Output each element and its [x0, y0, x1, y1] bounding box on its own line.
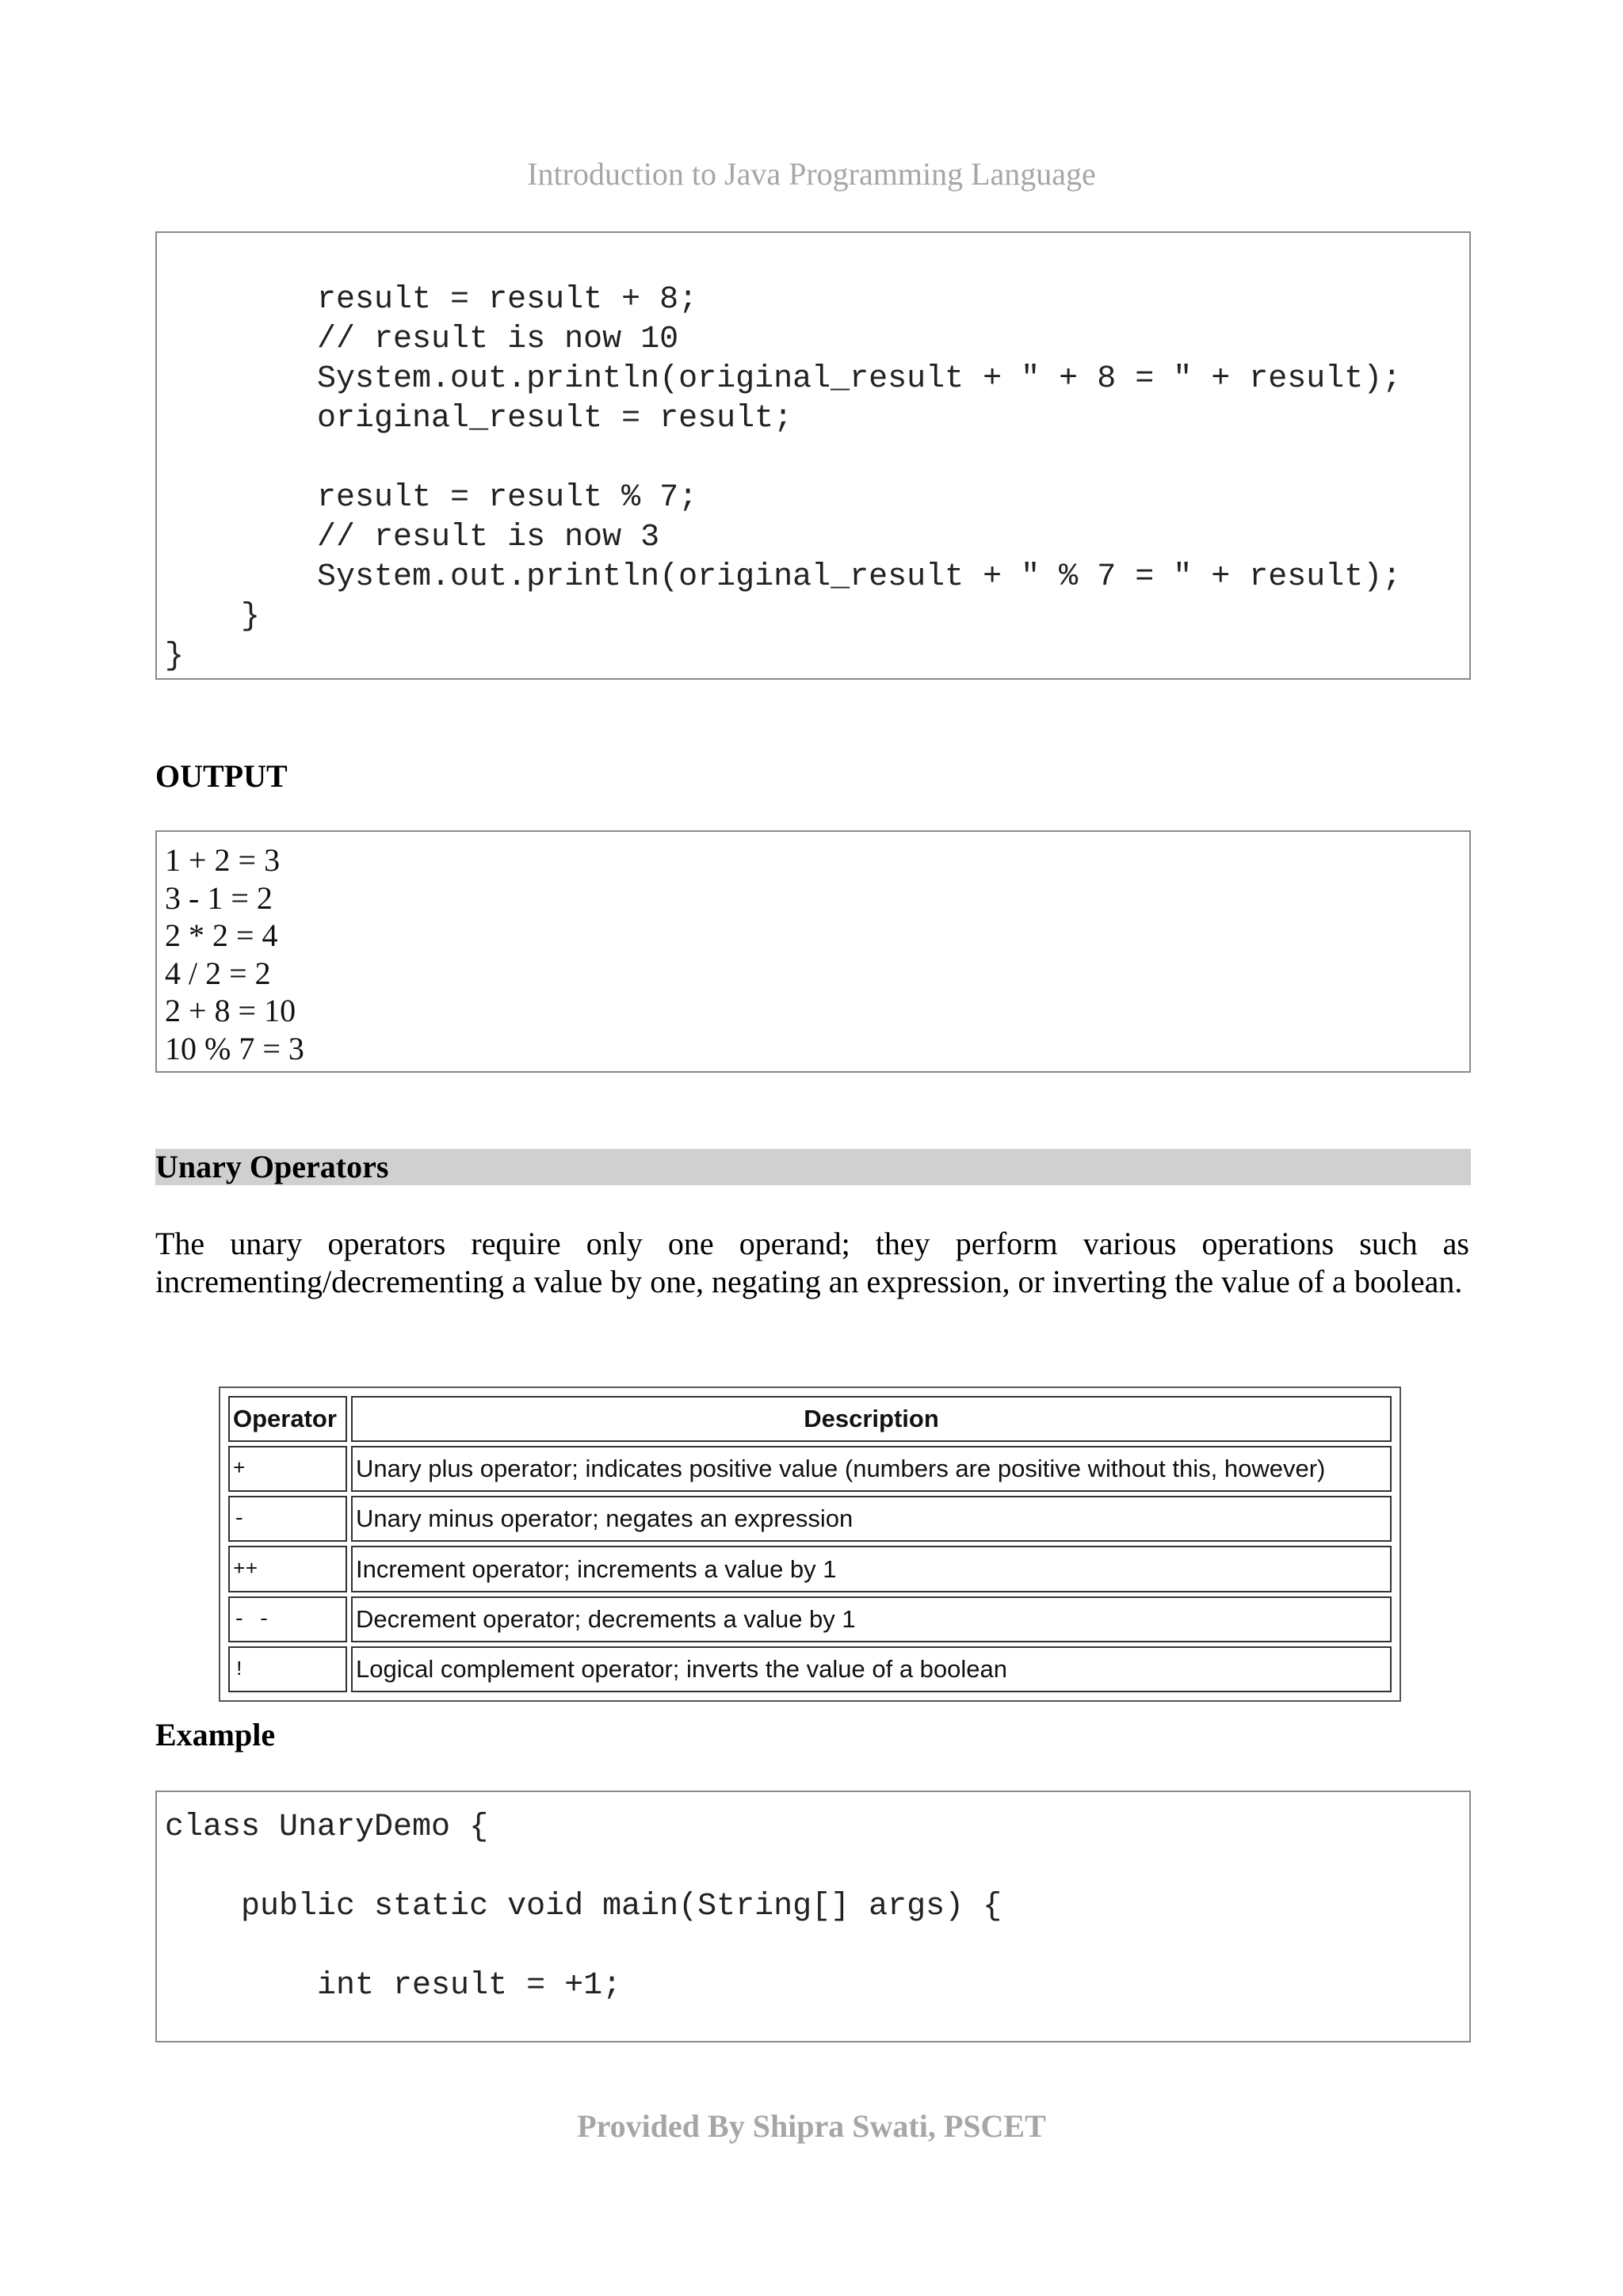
description-cell: Increment operator; increments a value by 1 [351, 1546, 1392, 1592]
output-line: 3 - 1 = 2 [165, 879, 273, 916]
output-box [155, 830, 1471, 1073]
section-heading-unary-operators: Unary Operators [155, 1149, 1471, 1185]
output-line: 2 + 8 = 10 [165, 993, 296, 1028]
code-block-arithmetic [155, 231, 1471, 680]
table-header-row [228, 1396, 1392, 1442]
output-heading: OUTPUT [155, 758, 288, 794]
table-row [228, 1596, 1392, 1642]
operator-cell: ! [228, 1646, 347, 1692]
operator-cell: ++ [228, 1546, 347, 1592]
operator-cell: + [228, 1446, 347, 1492]
code-text: class UnaryDemo { public static void main(String[] args) { int result = +1; [165, 1810, 1002, 2004]
operator-table [219, 1386, 1401, 1702]
unary-description-paragraph: The unary operators require only one operand; they perform various operations such as incrementing/decrementing a value by one, negating an expression, or inverting the value of a boolean. [155, 1226, 1469, 1299]
output-line: 1 + 2 = 3 [165, 842, 281, 878]
code-text: result = result + 8; // result is now 10 System.out.println(original_result + " + 8 = " + result); original_result = result; result = result % 7; // result is now 3 System.out.println(original_result + " % 7 = " + result); } } [165, 282, 1402, 674]
output-line: 4 / 2 = 2 [165, 955, 271, 991]
table-row [228, 1646, 1392, 1692]
description-cell: Decrement operator; decrements a value by 1 [351, 1596, 1392, 1642]
page-header-title: Introduction to Java Programming Language [527, 156, 1096, 192]
column-header-operator: Operator [228, 1396, 347, 1442]
code-block-unary-demo [155, 1791, 1471, 2042]
page-footer: Provided By Shipra Swati, PSCET [577, 2108, 1046, 2144]
description-cell: Logical complement operator; inverts the value of a boolean [351, 1646, 1392, 1692]
operator-cell: - [228, 1496, 347, 1542]
operator-cell: - - [228, 1596, 347, 1642]
output-line: 2 * 2 = 4 [165, 917, 278, 953]
description-cell: Unary plus operator; indicates positive value (numbers are positive without this, however) [351, 1446, 1392, 1492]
description-cell: Unary minus operator; negates an expression [351, 1496, 1392, 1542]
example-heading: Example [155, 1717, 276, 1753]
column-header-description: Description [351, 1396, 1392, 1442]
table-row [228, 1446, 1392, 1492]
table-row [228, 1496, 1392, 1542]
output-line: 10 % 7 = 3 [165, 1030, 304, 1066]
table-row [228, 1546, 1392, 1592]
